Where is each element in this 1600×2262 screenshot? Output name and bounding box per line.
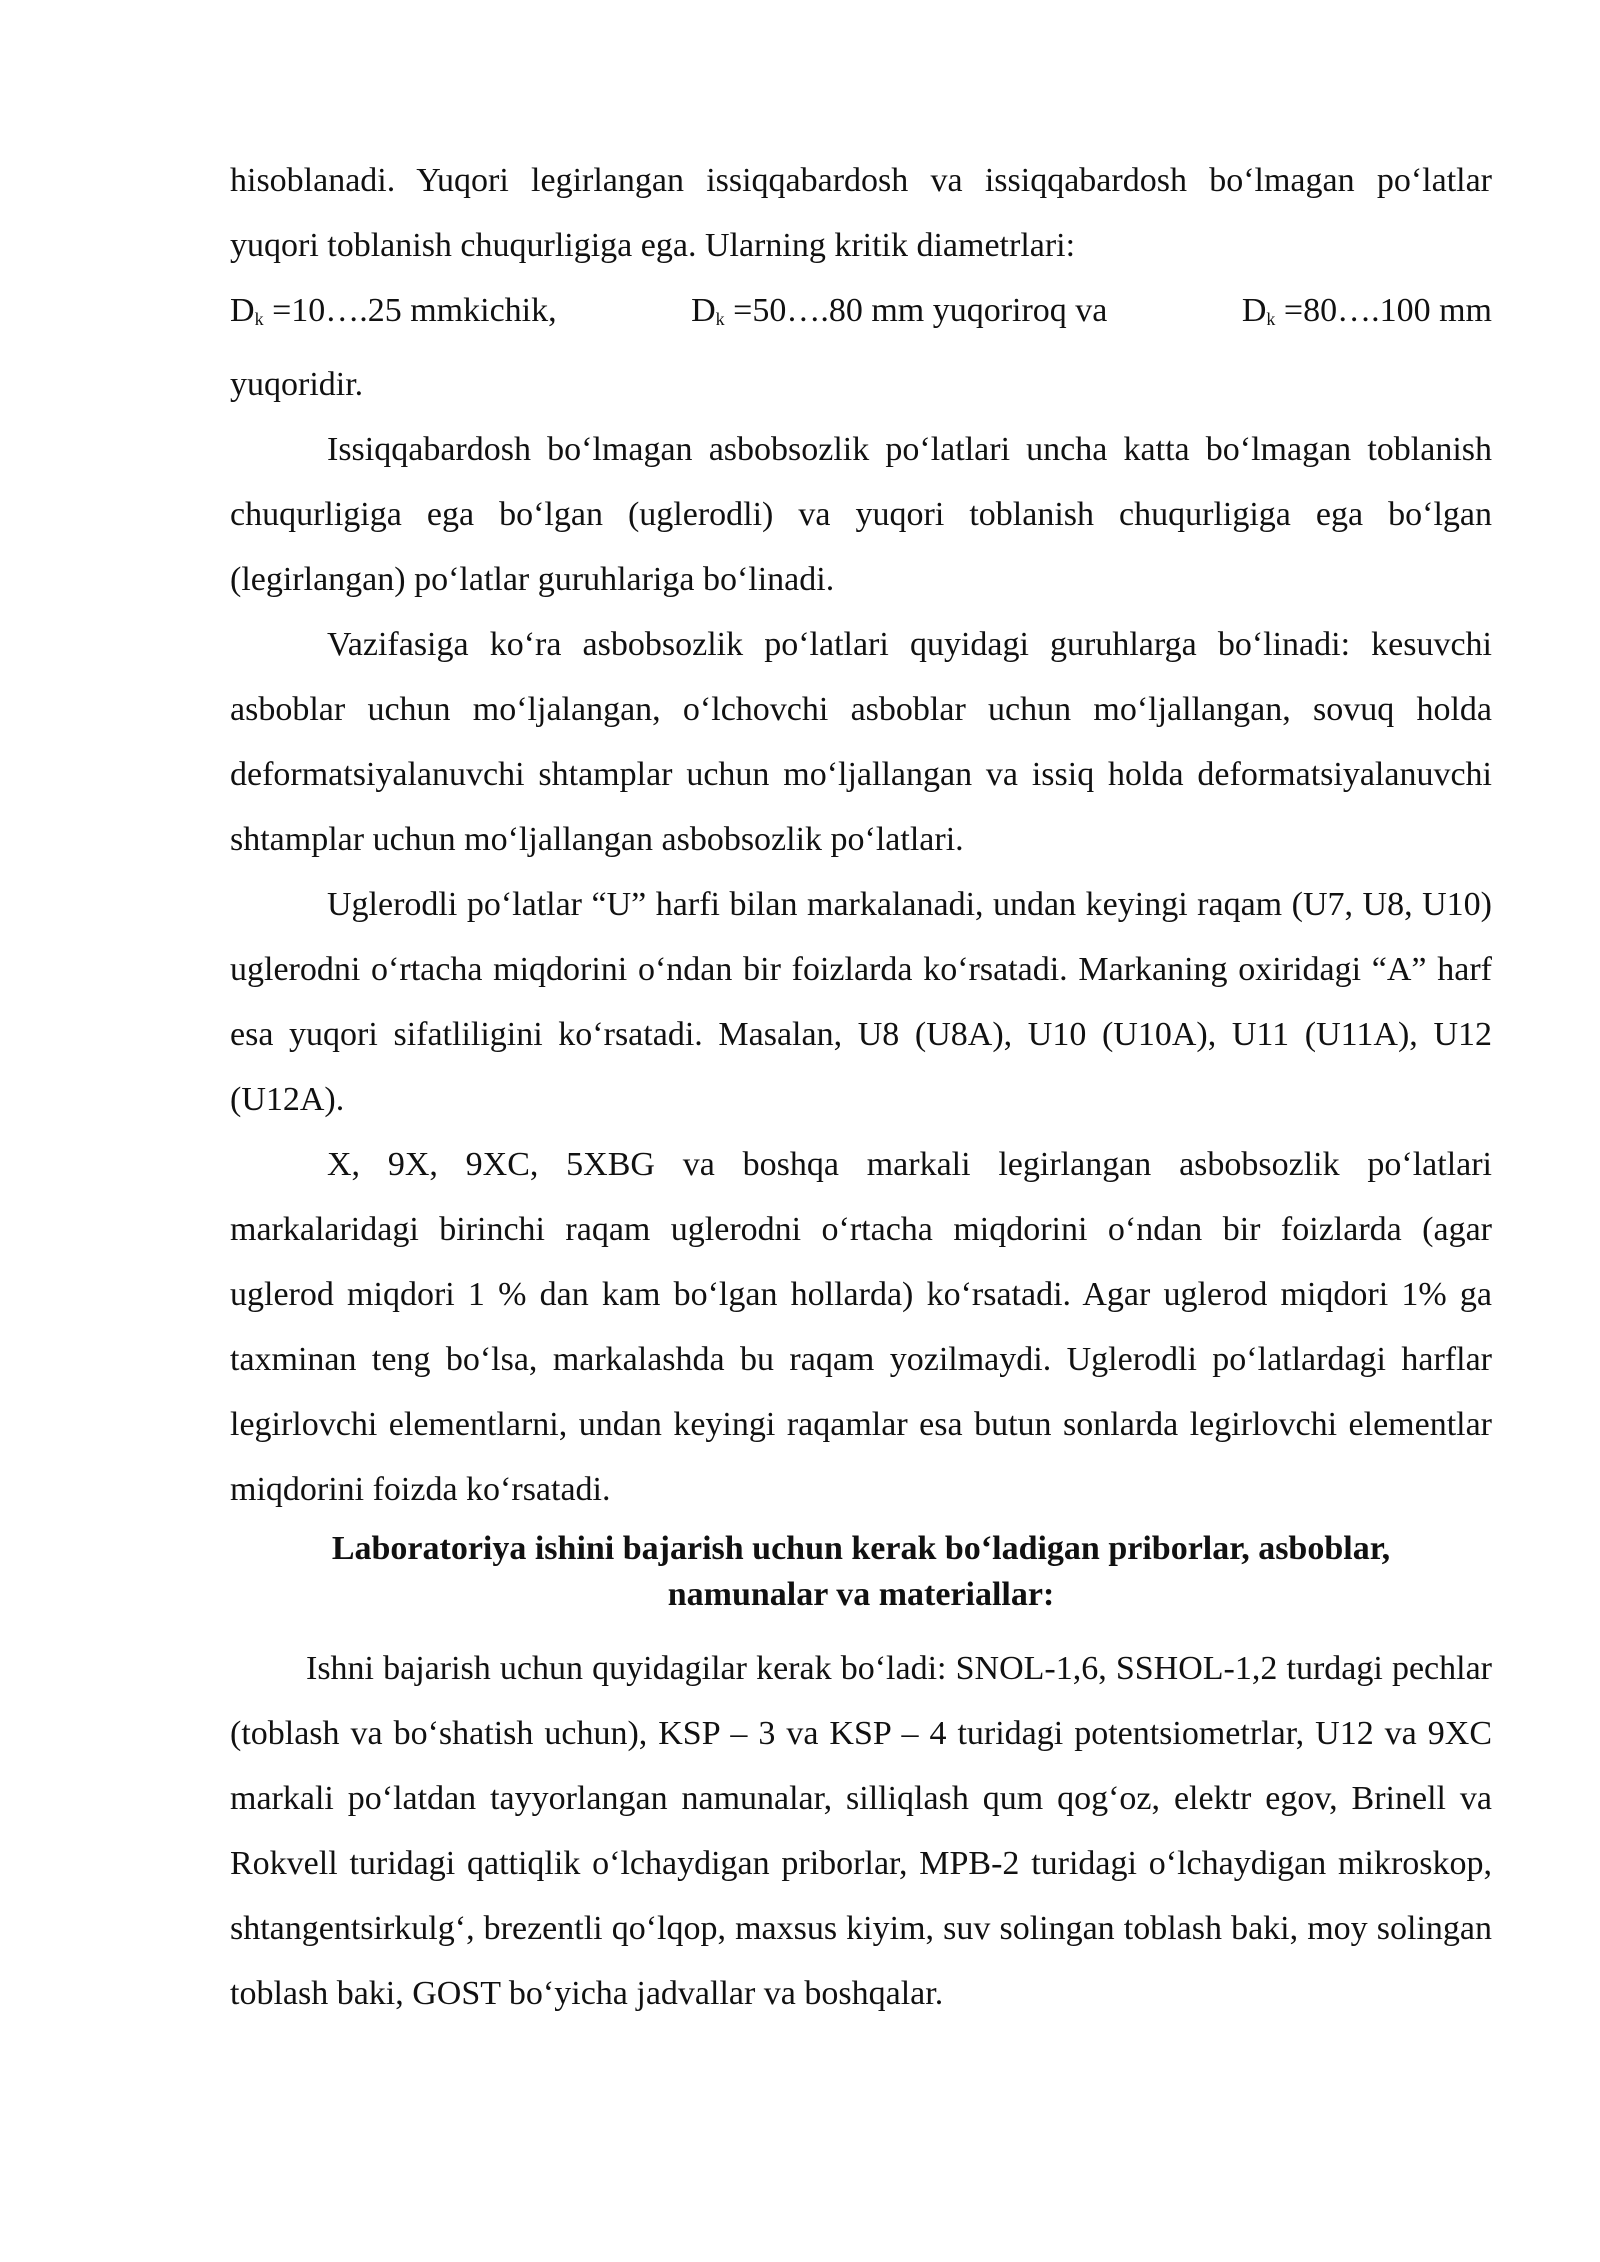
diameter-medium: $D_k$ =50….80 mm yuqoriroq va [691, 292, 1108, 329]
diameter-large: $D_k$ =80….100 mm [1241, 292, 1492, 329]
diameter-values-line [230, 278, 1492, 352]
heading-line-1: Laboratoriya ishini bajarish uchun kerak bo‘ladigan priborlar, asboblar, [331, 1530, 1391, 1567]
section-heading [230, 1526, 1492, 1618]
paragraph-carbon-marking: Uglerodli po‘latlar “U” harfi bilan markalanadi, undan keyingi raqam (U7, U8, U10) uglerodni o‘rtacha miqdorini o‘ndan bir foizlarda ko‘rsatadi. Markaning oxiridagi “A” harf esa yuqori sifatliligini ko‘rsatadi. Masalan, U8 (U8A), U10 (U10A), U11 (U11A), U12 (U12A). [230, 886, 1492, 1118]
paragraph-alloy-marking: X, 9X, 9XC, 5XBG va boshqa markali legirlangan asbobsozlik po‘latlari markalaridagi birinchi raqam uglerodni o‘rtacha miqdorini o‘ndan bir foizlarda (agar uglerod miqdori 1 % dan kam bo‘lgan hollarda) ko‘rsatadi. Agar uglerod miqdori 1% ga taxminan teng bo‘lsa, markalashda bu raqam yozilmaydi. Uglerodli po‘latlardagi harflar legirlovchi elementlarni, undan keyingi raqamlar esa butun sonlarda legirlovchi elementlar miqdorini foizda ko‘rsatadi. [230, 1146, 1492, 1508]
diameter-small: $D_k$ =10….25 mmkichik, [230, 292, 557, 329]
heading-line-2: namunalar va materiallar: [667, 1576, 1055, 1613]
paragraph-critical-diameters: hisoblanadi. Yuqori legirlangan issiqqabardosh va issiqqabardosh bo‘lmagan po‘latlar yuqori toblanish chuqurligiga ega. Ularning kritik diametrlari: [230, 162, 1492, 264]
paragraph-non-heat-resistant: Issiqqabardosh bo‘lmagan asbobsozlik po‘latlari uncha katta bo‘lmagan toblanish chuqurligiga ega bo‘lgan (uglerodli) va yuqori toblanish chuqurligiga ega bo‘lgan (legirlangan) po‘latlar guruhlariga bo‘linadi. [230, 431, 1492, 598]
paragraph-equipment-list: Ishni bajarish uchun quyidagilar kerak bo‘ladi: SNOL-1,6, SSHOL-1,2 turdagi pechlar (toblash va bo‘shatish uchun), KSP – 3 va KSP – 4 turidagi potentsiometrlar, U12 va 9XC markali po‘latdan tayyorlangan namunalar, silliqlash qum qog‘oz, elektr egov, Brinell va Rokvell turidagi qattiqlik o‘lchaydigan priborlar, MPB-2 turidagi o‘lchaydigan mikroskop, shtangentsirkulg‘, brezentli qo‘lqop, maxsus kiyim, suv solingan toblash baki, moy solingan toblash baki, GOST bo‘yicha jadvallar va boshqalar. [230, 1650, 1492, 2012]
diameter-tail: yuqoridir. [230, 366, 364, 403]
paragraph-purpose-groups: Vazifasiga ko‘ra asbobsozlik po‘latlari quyidagi guruhlarga bo‘linadi: kesuvchi asboblar uchun mo‘ljalangan, o‘lchovchi asboblar uchun mo‘ljallangan, sovuq holda deformatsiyalanuvchi shtamplar uchun mo‘ljallangan va issiq holda deformatsiyalanuvchi shtamplar uchun mo‘ljallangan asbobsozlik po‘latlari. [230, 626, 1492, 858]
